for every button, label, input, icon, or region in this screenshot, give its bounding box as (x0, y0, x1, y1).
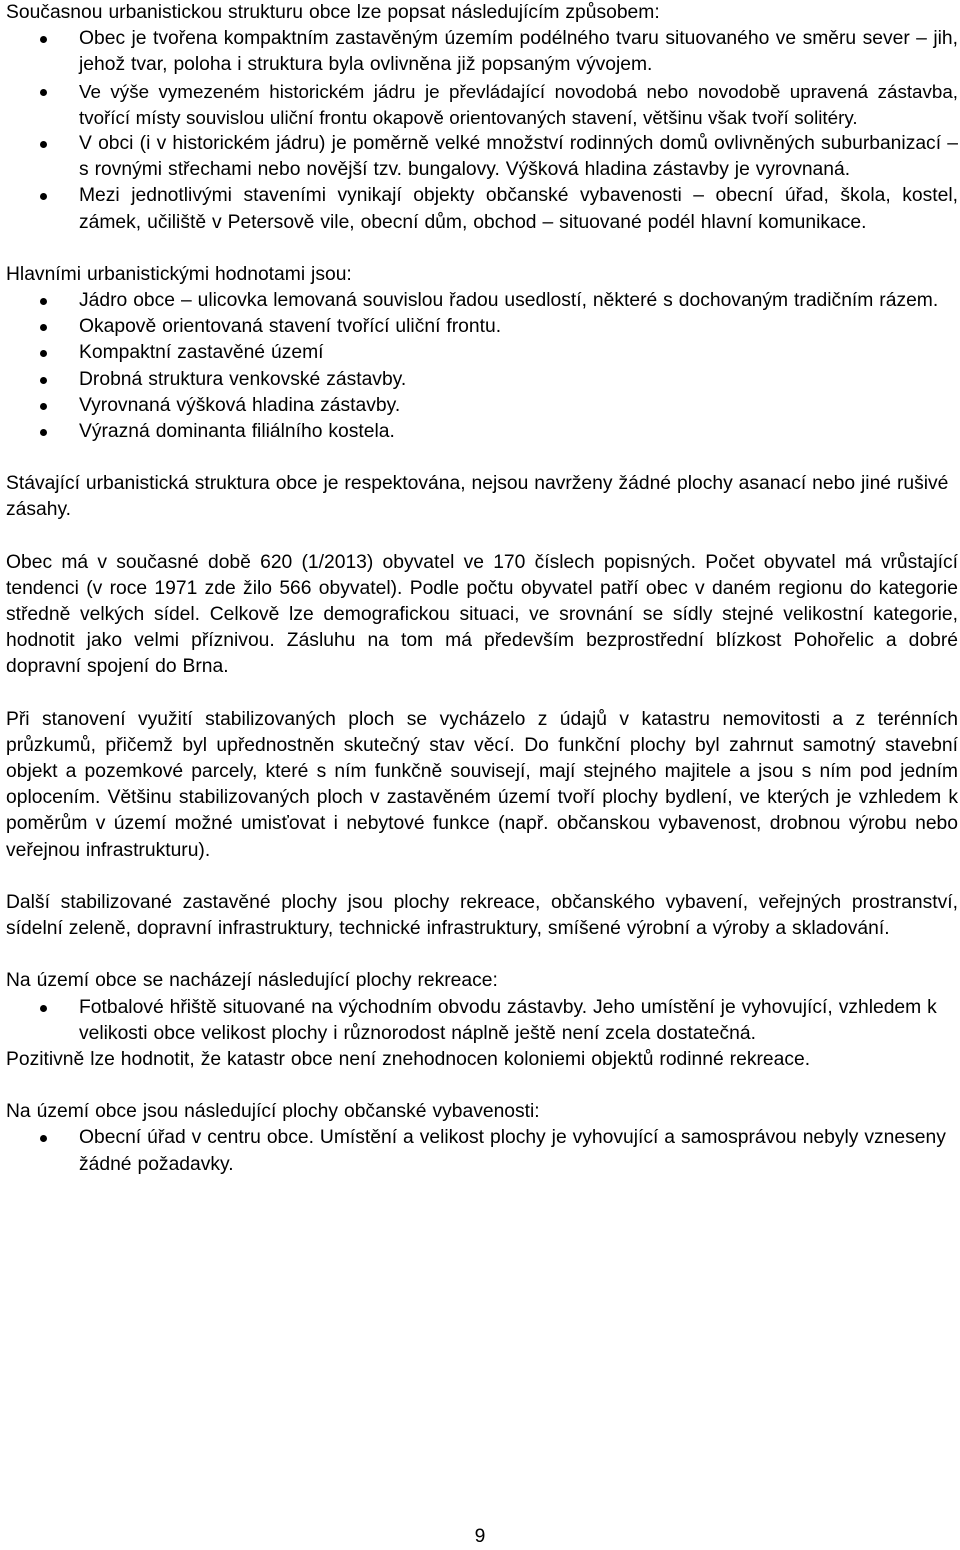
page-number: 9 (474, 1526, 486, 1547)
urban-values-list (6, 288, 958, 445)
list-item: V obci (i v historickém jádru) je poměrně velké množství rodinných domů ovlivněných suburbanizací – s rovnými střechami nebo novější tzv. bungalovy. Výšková hladina zástavby je vyrovnaná. (6, 131, 958, 183)
urban-values-heading: Hlavními urbanistickými hodnotami jsou: (6, 263, 352, 285)
recreation-heading: Na území obce se nacházejí následující plochy rekreace: (6, 970, 498, 992)
stabilized-areas-paragraph: Při stanovení využití stabilizovaných ploch se vycházelo z údajů v katastru nemovitosti a z terénních průzkumů, přičemž byl upřednostněn skutečný stav věcí. Do funkční plochy byl zahrnut samotný stavební objekt a pozemkové parcely, které s ním funkčně souvisejí, mají stejného majitele a jsou s ním pod jedním oplocením. Většinu stabilizovaných ploch v zastavěném území tvoří plochy bydlení, ve kterých je vzhledem k poměrům v území možné umisťovat i nebytové funkce (např. občanskou vybavenost, drobnou výrobu nebo veřejnou infrastrukturu). (6, 708, 958, 861)
urban-structure-heading: Současnou urbanistickou strukturu obce lze popsat následujícím způsobem: (6, 2, 660, 23)
respected-paragraph: Stávající urbanistická struktura obce je respektována, nejsou navrženy žádné plochy asanací nebo jiné rušivé zásahy. (6, 473, 949, 521)
other-stabilized-paragraph: Další stabilizované zastavěné plochy jsou plochy rekreace, občanského vybavení, veřejných prostranství, sídelní zeleně, dopravní infrastruktury, technické infrastruktury, smíšené výrobní a výroby a skladování. (6, 891, 958, 940)
population-paragraph: Obec má v současné době 620 (1/2013) obyvatel ve 170 číslech popisných. Počet obyvatel má vrůstající tendenci (v roce 1971 zde žilo 566 obyvatel). Podle počtu obyvatel patří obec v daném regionu do kategorie středně velkých sídel. Celkově lze demografickou situaci, ve srovnání se sídly stejné velikostní kategorie, hodnotit jako velmi příznivou. Zásluhu na tom má především bezprostřední blízkost Pohořelic a dobré dopravní spojení do Brna. (6, 551, 958, 678)
list-item: Vyrovnaná výšková hladina zástavby. (6, 393, 958, 419)
list-item: Jádro obce – ulicovka lemovaná souvislou řadou usedlostí, některé s dochovaným tradičním rázem. (6, 288, 958, 314)
list-item: Mezi jednotlivými staveními vynikají objekty občanské vybavenosti – obecní úřad, škola, kostel, zámek, učiliště v Petersově vile, obecní dům, obchod – situované podél hlavní komunikace. (6, 183, 958, 235)
civic-list (6, 1125, 958, 1177)
list-item: Kompaktní zastavěné území (6, 340, 958, 366)
list-item: Výrazná dominanta filiálního kostela. (6, 419, 958, 445)
recreation-list (6, 995, 958, 1047)
list-item: Ve výše vymezeném historickém jádru je převládající novodobá nebo novodobě upravená zástavba, tvořící místy souvislou uliční frontu okapově orientovaných stavení, většinu však tvoří solitéry. (6, 79, 958, 131)
list-item: Obec je tvořena kompaktním zastavěným územím podélného tvaru situovaného ve směru sever – jih, jehož tvar, poloha i struktura byla ovlivněna již popsaným vývojem. (6, 26, 958, 78)
list-item: Obecní úřad v centru obce. Umístění a velikost plochy je vyhovující a samosprávou nebyly vzneseny žádné požadavky. (6, 1125, 958, 1177)
list-item: Drobná struktura venkovské zástavby. (6, 367, 958, 393)
urban-structure-list (6, 26, 958, 236)
document-page (6, 0, 958, 1178)
list-item: Okapově orientovaná stavení tvořící uliční frontu. (6, 314, 958, 340)
recreation-note: Pozitivně lze hodnotit, že katastr obce není znehodnocen koloniemi objektů rodinné rekreace. (6, 1048, 811, 1070)
list-item: Fotbalové hřiště situované na východním obvodu zástavby. Jeho umístění je vyhovující, vzhledem k velikosti obce velikost plochy i různorodost náplně ještě není zcela dostatečná. (6, 995, 958, 1047)
civic-heading: Na území obce jsou následující plochy občanské vybavenosti: (6, 1101, 540, 1123)
